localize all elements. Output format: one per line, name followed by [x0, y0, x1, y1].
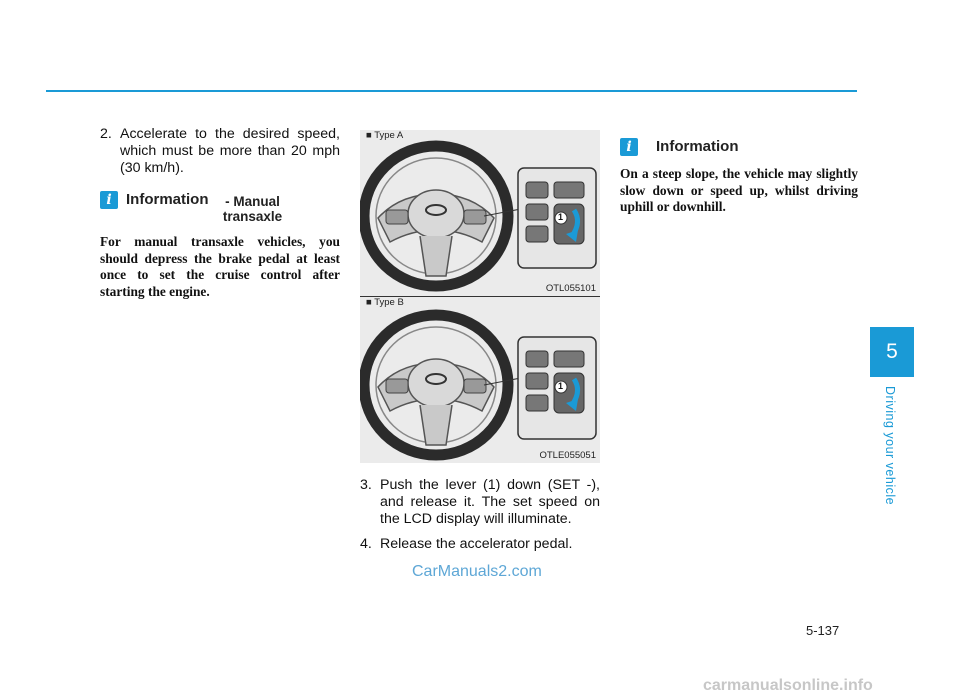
watermark-footer: carmanualsonline.info [703, 677, 873, 694]
header-rule [46, 90, 857, 92]
step-number: 4. [360, 536, 372, 552]
steering-wheel-illustration [360, 130, 600, 296]
step-2 [100, 126, 340, 177]
chapter-tab: 5 [870, 327, 914, 377]
figure-type-b [360, 296, 600, 463]
info-heading-slope [620, 138, 858, 156]
figure-code: OTLE055051 [539, 450, 596, 461]
step-text: Release the accelerator pedal. [380, 536, 573, 552]
callout-1: 1 [558, 212, 564, 222]
right-column [620, 134, 858, 216]
info-body-manual: For manual transaxle vehicles, you should depress the brake pedal at least once to set the cruise control after starting the engine. [100, 234, 340, 299]
information-icon: i [620, 138, 638, 156]
figure-label: ■ Type A [366, 130, 404, 141]
step-number: 2. [100, 126, 112, 142]
step-text: Push the lever (1) down (SET -), and release it. The set speed on the LCD display will illuminate. [380, 477, 600, 527]
info-heading-manual [100, 191, 340, 224]
page-number: 5-137 [806, 623, 840, 638]
information-icon: i [100, 191, 118, 209]
step-3 [360, 477, 600, 528]
middle-column [360, 130, 600, 567]
info-title: Information [656, 138, 739, 155]
chapter-title-text: Driving your vehicle [883, 386, 897, 506]
info-body-slope: On a steep slope, the vehicle may slightly slow down or speed up, whilst driving uphill or downhill. [620, 166, 858, 214]
figure-type-a [360, 130, 600, 296]
info-subtitle: - Manual transaxle [222, 194, 283, 224]
step-text: Accelerate to the desired speed, which must be more than 20 mph (30 km/h). [120, 126, 340, 176]
info-title: Information [126, 191, 209, 208]
step-number: 3. [360, 477, 372, 493]
callout-1: 1 [558, 381, 564, 391]
chapter-title [880, 386, 900, 506]
steering-wheel-illustration [360, 297, 600, 463]
figure-label: ■ Type B [366, 297, 404, 308]
left-column [100, 126, 340, 300]
figure-code: OTL055101 [545, 283, 596, 294]
watermark-link[interactable]: CarManuals2.com [412, 563, 542, 580]
step-4 [360, 536, 600, 553]
